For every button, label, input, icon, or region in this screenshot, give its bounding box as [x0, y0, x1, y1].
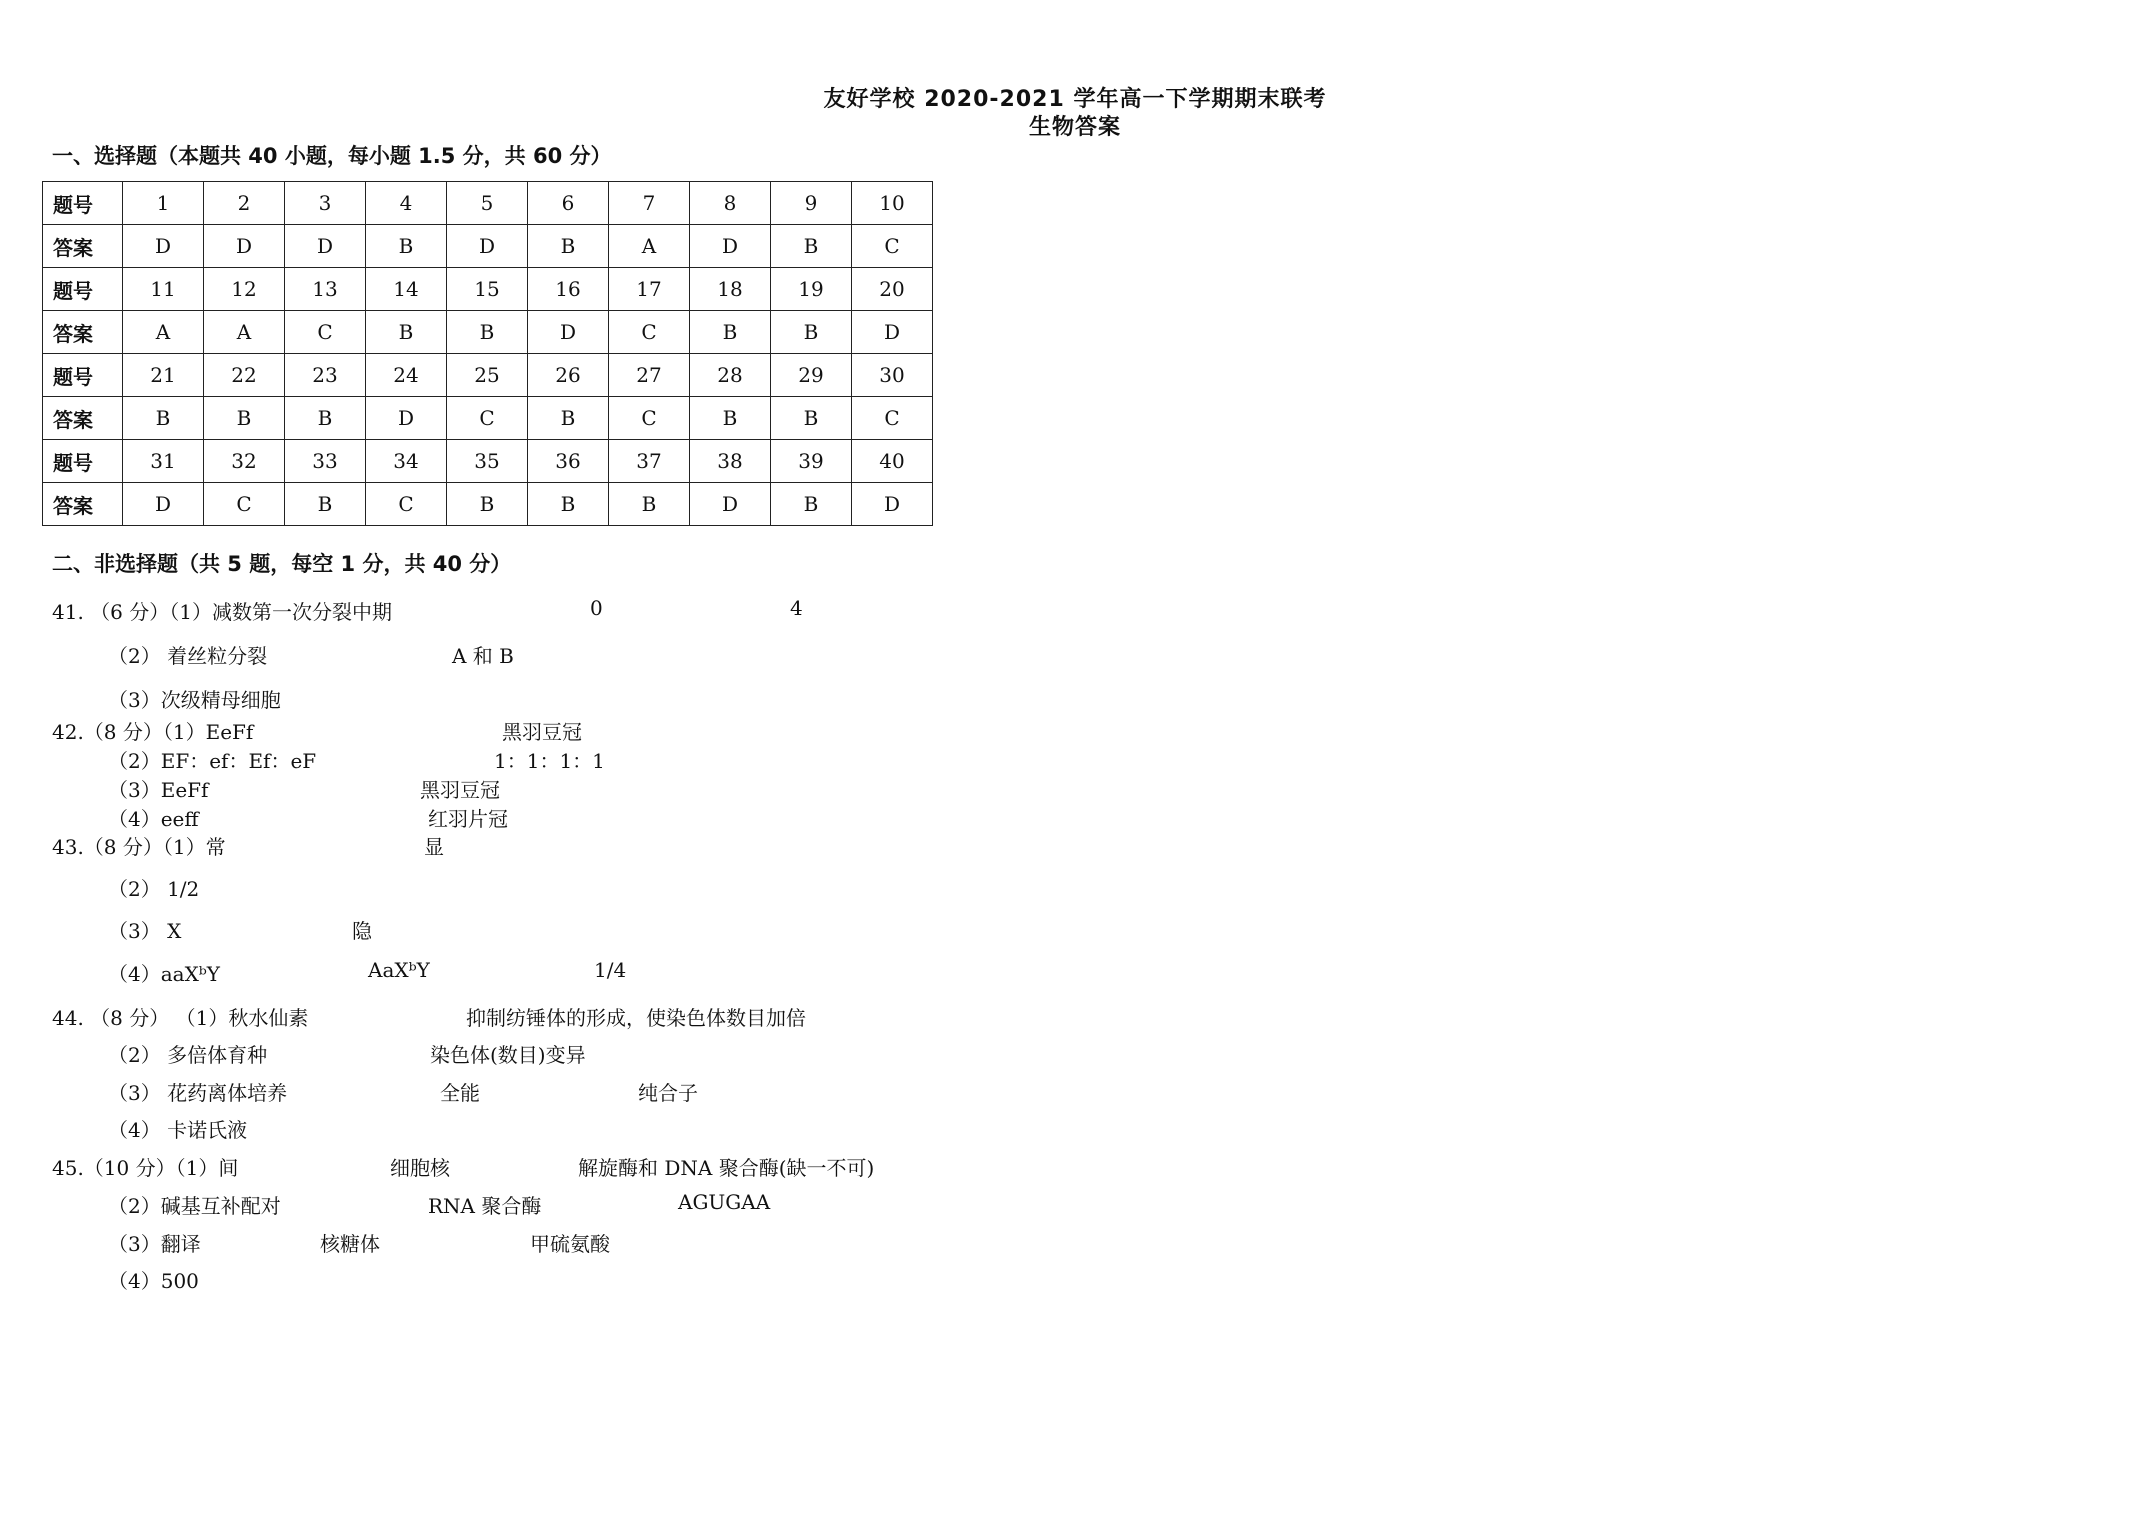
answer-cell: D	[852, 311, 933, 354]
answer-cell: B	[447, 311, 528, 354]
question-number-cell: 6	[528, 182, 609, 225]
question-number-cell: 33	[285, 440, 366, 483]
answer-cell: B	[771, 397, 852, 440]
question-number-cell: 29	[771, 354, 852, 397]
answer-row-label: 答案	[43, 225, 123, 268]
answer-line-lead: （3）次级精母细胞	[108, 688, 281, 712]
question-number-cell: 35	[447, 440, 528, 483]
question-number-cell: 32	[204, 440, 285, 483]
question-number-cell: 21	[123, 354, 204, 397]
question-number-cell: 11	[123, 268, 204, 311]
question-number-row-label: 题号	[43, 354, 123, 397]
answer-blank: AaXᵇY	[368, 958, 430, 982]
answer-row	[43, 311, 933, 354]
answer-cell: C	[852, 397, 933, 440]
question-number-row-label: 题号	[43, 182, 123, 225]
answer-cell: B	[204, 397, 285, 440]
answer-cell: D	[690, 225, 771, 268]
question-number-cell: 19	[771, 268, 852, 311]
question-number-cell: 10	[852, 182, 933, 225]
question-number-cell: 34	[366, 440, 447, 483]
answer-blank: RNA 聚合酶	[428, 1194, 542, 1218]
question-number-cell: 23	[285, 354, 366, 397]
answer-cell: C	[204, 483, 285, 526]
question-number-cell: 3	[285, 182, 366, 225]
question-number-cell: 20	[852, 268, 933, 311]
section-2-heading: 二、非选择题（共 5 题，每空 1 分，共 40 分）	[52, 552, 512, 576]
question-number-cell: 36	[528, 440, 609, 483]
answer-blank: AGUGAA	[678, 1190, 771, 1214]
answer-cell: C	[609, 397, 690, 440]
answer-line-lead: 41. （6 分）（1）减数第一次分裂中期	[52, 600, 392, 624]
answer-blank: 黑羽豆冠	[502, 720, 582, 744]
question-number-cell: 27	[609, 354, 690, 397]
question-number-row	[43, 354, 933, 397]
answer-cell: B	[366, 225, 447, 268]
section-1-heading: 一、选择题（本题共 40 小题，每小题 1.5 分，共 60 分）	[52, 144, 612, 168]
question-number-cell: 8	[690, 182, 771, 225]
answer-cell: C	[285, 311, 366, 354]
question-number-cell: 2	[204, 182, 285, 225]
document-subtitle: 生物答案	[1028, 115, 1121, 140]
question-number-cell: 18	[690, 268, 771, 311]
answer-cell: B	[771, 311, 852, 354]
answer-line-lead: （2）EF：ef：Ef：eF	[108, 749, 317, 773]
answer-cell: B	[285, 397, 366, 440]
answer-cell: D	[852, 483, 933, 526]
answer-cell: B	[609, 483, 690, 526]
answer-blank: 纯合子	[638, 1081, 698, 1105]
answer-cell: D	[285, 225, 366, 268]
answer-blank: 解旋酶和 DNA 聚合酶(缺一不可)	[578, 1156, 875, 1180]
answer-cell: C	[609, 311, 690, 354]
answer-blank: 显	[424, 835, 444, 859]
question-number-row-label: 题号	[43, 440, 123, 483]
answer-cell: B	[528, 483, 609, 526]
answer-line-lead: 42.（8 分）（1）EeFf	[52, 720, 254, 744]
answer-cell: B	[771, 483, 852, 526]
question-number-cell: 14	[366, 268, 447, 311]
answer-blank: 核糖体	[320, 1232, 380, 1256]
answer-row	[43, 397, 933, 440]
question-number-cell: 40	[852, 440, 933, 483]
answer-cell: B	[366, 311, 447, 354]
answer-line-lead: （4）500	[108, 1269, 199, 1293]
answer-cell: B	[528, 225, 609, 268]
answer-line-lead: （2） 多倍体育种	[108, 1043, 268, 1067]
answer-blank: 抑制纺锤体的形成，使染色体数目加倍	[466, 1006, 806, 1030]
answer-row-label: 答案	[43, 483, 123, 526]
question-number-cell: 38	[690, 440, 771, 483]
answer-cell: D	[123, 483, 204, 526]
question-number-cell: 31	[123, 440, 204, 483]
question-number-cell: 28	[690, 354, 771, 397]
answer-line-lead: （2） 着丝粒分裂	[108, 644, 268, 668]
answer-blank: 全能	[440, 1081, 480, 1105]
question-number-cell: 5	[447, 182, 528, 225]
answer-cell: D	[528, 311, 609, 354]
answer-blank: 细胞核	[390, 1156, 450, 1180]
question-number-cell: 37	[609, 440, 690, 483]
answer-cell: D	[366, 397, 447, 440]
question-number-cell: 9	[771, 182, 852, 225]
answer-blank: 1/4	[594, 958, 627, 982]
answer-line-lead: （2）碱基互补配对	[108, 1194, 281, 1218]
answer-blank: 甲硫氨酸	[530, 1232, 610, 1256]
question-number-cell: 17	[609, 268, 690, 311]
answer-cell: A	[204, 311, 285, 354]
answer-cell: C	[447, 397, 528, 440]
answer-cell: D	[447, 225, 528, 268]
answer-cell: C	[366, 483, 447, 526]
question-number-cell: 26	[528, 354, 609, 397]
answer-line-lead: （3） 花药离体培养	[108, 1081, 288, 1105]
answer-cell: B	[447, 483, 528, 526]
question-number-cell: 24	[366, 354, 447, 397]
question-number-cell: 22	[204, 354, 285, 397]
question-number-cell: 1	[123, 182, 204, 225]
question-number-cell: 4	[366, 182, 447, 225]
answer-line-lead: （4）aaXᵇY	[108, 962, 221, 986]
question-number-row	[43, 440, 933, 483]
answer-line-lead: （4）eeff	[108, 807, 199, 831]
answer-cell: B	[690, 397, 771, 440]
answer-blank: 1：1：1：1	[494, 749, 605, 773]
answer-row	[43, 225, 933, 268]
answer-blank: 0	[590, 596, 603, 620]
answer-cell: B	[690, 311, 771, 354]
answer-row-label: 答案	[43, 397, 123, 440]
answer-blank: 黑羽豆冠	[420, 778, 500, 802]
answer-cell: D	[204, 225, 285, 268]
answer-cell: B	[771, 225, 852, 268]
question-number-cell: 30	[852, 354, 933, 397]
answer-cell: D	[690, 483, 771, 526]
answer-line-lead: （3）EeFf	[108, 778, 209, 802]
answer-row	[43, 483, 933, 526]
question-number-cell: 25	[447, 354, 528, 397]
answer-blank: A 和 B	[452, 644, 514, 668]
answer-cell: B	[123, 397, 204, 440]
answer-cell: D	[123, 225, 204, 268]
answer-blank: 红羽片冠	[428, 807, 508, 831]
question-number-cell: 15	[447, 268, 528, 311]
question-number-cell: 7	[609, 182, 690, 225]
answer-line-lead: 44. （8 分） （1）秋水仙素	[52, 1006, 309, 1030]
answer-line-lead: （4） 卡诺氏液	[108, 1118, 248, 1142]
answer-row-label: 答案	[43, 311, 123, 354]
question-number-cell: 16	[528, 268, 609, 311]
question-number-cell: 39	[771, 440, 852, 483]
answer-cell: C	[852, 225, 933, 268]
answer-cell: B	[528, 397, 609, 440]
question-number-row	[43, 268, 933, 311]
answer-cell: A	[123, 311, 204, 354]
question-number-cell: 13	[285, 268, 366, 311]
answer-blank: 4	[790, 596, 803, 620]
answer-line-lead: （3） X	[108, 919, 182, 943]
question-number-row-label: 题号	[43, 268, 123, 311]
question-number-row	[43, 182, 933, 225]
question-number-cell: 12	[204, 268, 285, 311]
answer-blank: 隐	[352, 919, 372, 943]
answer-blank: 染色体(数目)变异	[430, 1043, 586, 1067]
answer-line-lead: 45.（10 分）（1）间	[52, 1156, 239, 1180]
document-title: 友好学校 2020-2021 学年高一下学期期末联考	[823, 87, 1327, 112]
answer-cell: B	[285, 483, 366, 526]
answer-cell: A	[609, 225, 690, 268]
answer-table	[42, 181, 933, 526]
answer-line-lead: （3）翻译	[108, 1232, 201, 1256]
answer-line-lead: 43.（8 分）（1）常	[52, 835, 226, 859]
answer-line-lead: （2） 1/2	[108, 877, 200, 901]
